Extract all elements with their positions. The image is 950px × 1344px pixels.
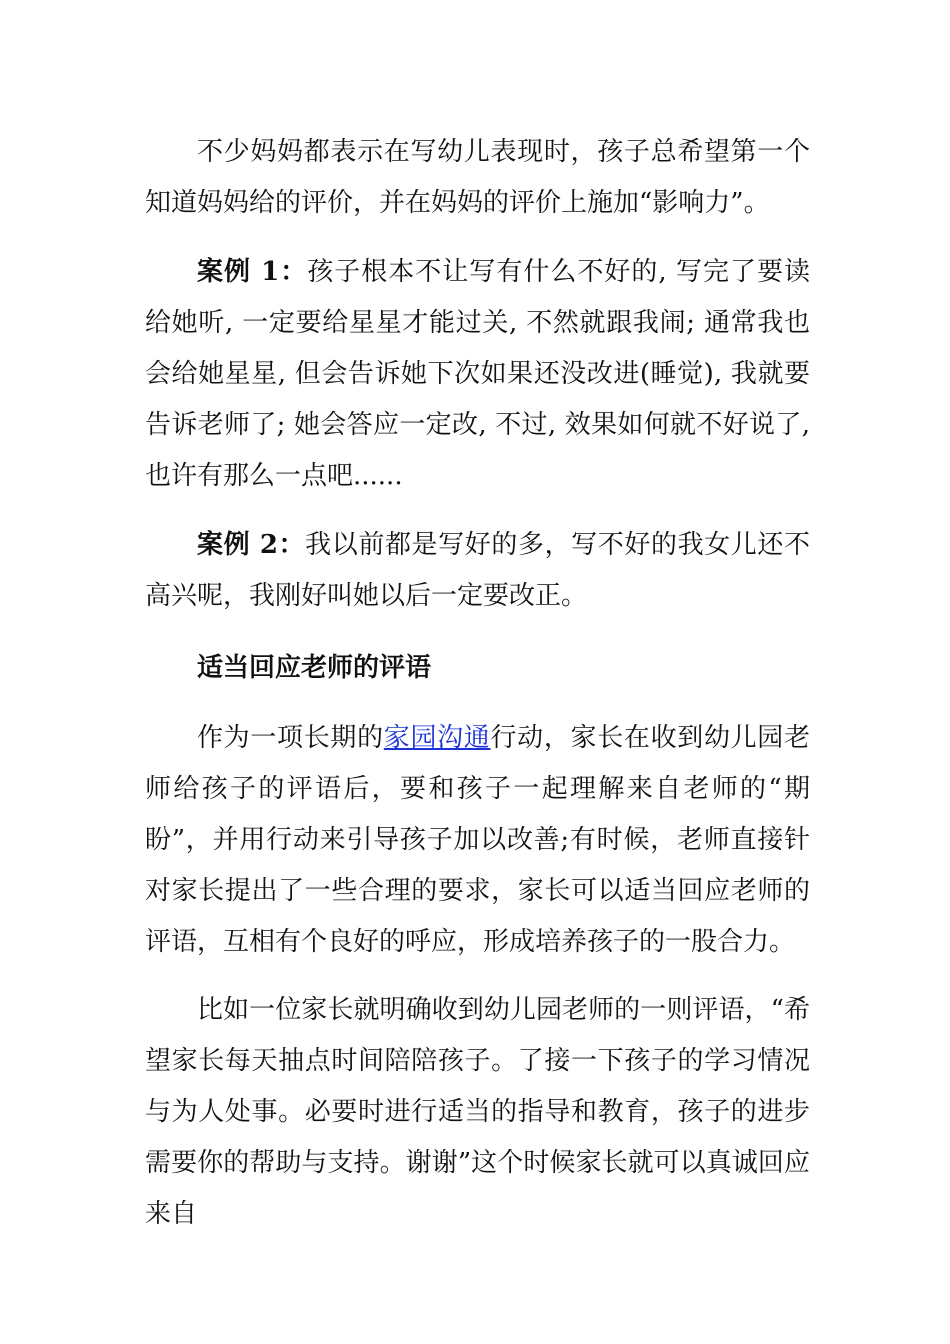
case-1-paragraph [145, 247, 810, 502]
response-text-before: 作为一项长期的 [197, 723, 384, 753]
section-heading: 适当回应老师的评语 [197, 653, 432, 683]
case-2-text: 我以前都是写好的多，写不好的我女儿还不高兴呢，我刚好叫她以后一定要改正。 [145, 530, 810, 611]
case-1-text: 孩子根本不让写有什么不好的, 写完了要读给她听, 一定要给星星才能过关, 不然就跟我闹; 通常我也会给她星星, 但会告诉她下次如果还没改进(睡觉), 我就要告诉老师了; 她会答应一定改, 不过, 效果如何就不好说了, 也许有那么一点吧...... [145, 257, 810, 491]
case-1-label: 案例 1： [197, 257, 308, 287]
case-2-paragraph [145, 520, 810, 622]
intro-paragraph: 不少妈妈都表示在写幼儿表现时，孩子总希望第一个知道妈妈给的评价，并在妈妈的评价上施加“影响力”。 [145, 137, 810, 218]
response-text-after: 行动，家长在收到幼儿园老师给孩子的评语后，要和孩子一起理解来自老师的“期盼”，并用行动来引导孩子加以改善;有时候，老师直接针对家长提出了一些合理的要求，家长可以适当回应老师的评语，互相有个良好的呼应，形成培养孩子的一股合力。 [145, 723, 810, 957]
home-school-communication-link[interactable]: 家园沟通 [383, 723, 491, 753]
case-2-label: 案例 2： [197, 530, 306, 560]
example-paragraph: 比如一位家长就明确收到幼儿园老师的一则评语，“希望家长每天抽点时间陪陪孩子。了接一下孩子的学习情况与为人处事。必要时进行适当的指导和教育，孩子的进步需要你的帮助与支持。谢谢”这个时候家长就可以真诚回应来自 [145, 995, 810, 1229]
response-paragraph [145, 713, 810, 968]
